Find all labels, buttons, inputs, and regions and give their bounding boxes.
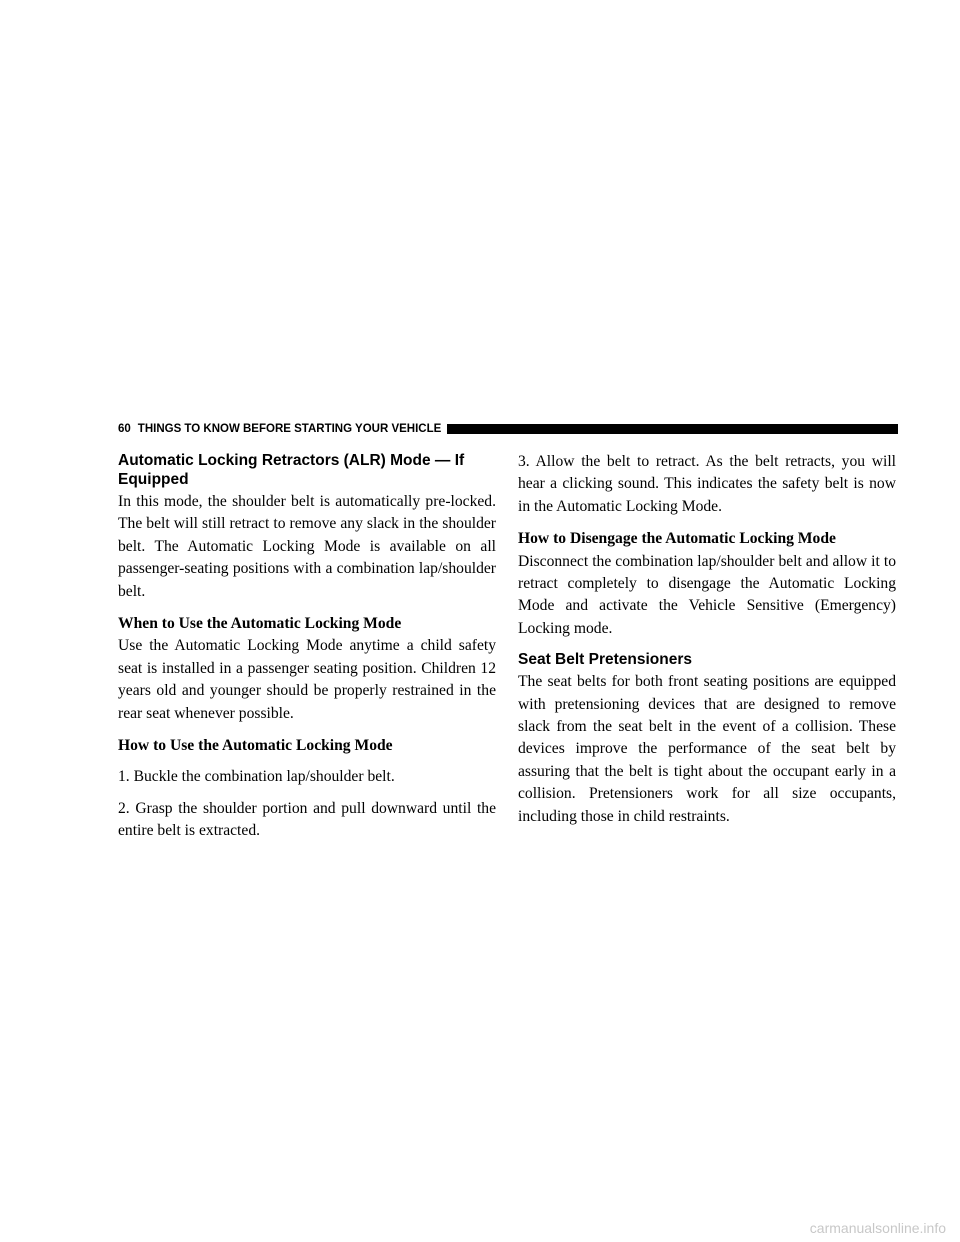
- alr-mode-heading: Automatic Locking Retractors (ALR) Mode — If Equipped: [118, 452, 465, 488]
- header-rule: [447, 424, 898, 434]
- disengage-text: Disconnect the combination lap/shoulder belt and allow it to retract completely to disengage the Automatic Locking Mode and activate the Vehicle Sensitive (Emergency) Locking mode.: [518, 552, 896, 637]
- step-3: 3. Allow the belt to retract. As the belt retracts, you will hear a clicking sound. This indicates the safety belt is now in the Automatic Locking Mode.: [518, 453, 896, 515]
- pretensioners-text: The seat belts for both front seating positions are equipped with pretensioning devices that are designed to remove slack from the seat belt in the event of a collision. These devices improve the performance of the seat belt by assuring that the belt is tight about the occupant early in a collision. Pretensioners work for all size occupants, including those in child restraints.: [518, 673, 896, 825]
- alr-mode-intro: In this mode, the shoulder belt is automatically pre-locked. The belt will still retract to remove any slack in the shoulder belt. The Automatic Locking Mode is available on all passenger-seating positions with a combination lap/shoulder belt.: [118, 493, 496, 600]
- page-header: [118, 422, 898, 436]
- disengage-heading: How to Disengage the Automatic Locking Mode: [518, 530, 836, 548]
- step-2: 2. Grasp the shoulder portion and pull downward until the entire belt is extracted.: [118, 799, 496, 840]
- right-column: [518, 451, 896, 838]
- page-number: 60: [118, 423, 131, 435]
- step-1: 1. Buckle the combination lap/shoulder belt.: [118, 768, 395, 786]
- when-to-use-heading: When to Use the Automatic Locking Mode: [118, 615, 402, 633]
- how-to-use-heading: How to Use the Automatic Locking Mode: [118, 737, 393, 755]
- when-to-use-text: Use the Automatic Locking Mode anytime a child safety seat is installed in a passenger seating position. Children 12 years old and younger should be properly restrained in the rear seat whenever possible.: [118, 637, 496, 722]
- section-title: THINGS TO KNOW BEFORE STARTING YOUR VEHICLE: [137, 423, 442, 435]
- pretensioners-heading: Seat Belt Pretensioners: [518, 651, 693, 669]
- watermark-logo: carmanualsonline.info: [809, 1220, 946, 1236]
- left-column: [118, 451, 496, 853]
